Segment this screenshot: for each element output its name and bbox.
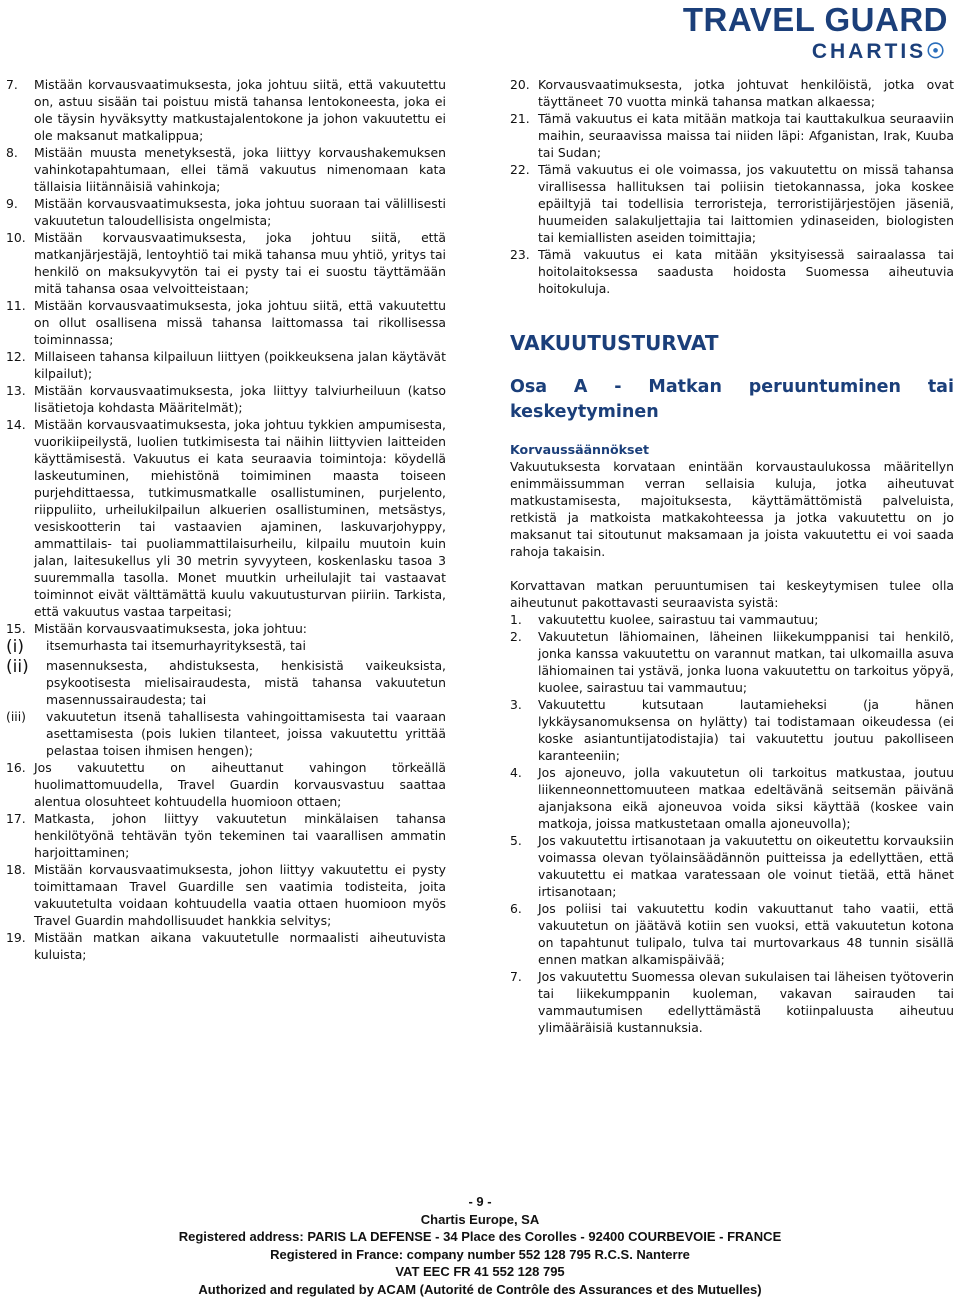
item-number: 7. xyxy=(510,969,522,984)
item-text: vakuutettu kuolee, sairastuu tai vammautuu; xyxy=(538,612,819,627)
item-text: Matkasta, johon liittyy vakuutetun minkälaisen tahansa henkilötyönä tehtävän työn tekeminen tai vaarallisen ammatin harjoittaminen; xyxy=(34,811,446,860)
travel-guard-logo xyxy=(668,2,948,64)
item-text: Mistään korvausvaatimuksesta, joka johtuu siitä, että matkanjärjestäjä, lentoyhtiö tai mikä tahansa muu yhtiö, yritys tai henkilö on maksukyvytön tai ei pysty tai ei suostu täyttämään mitä tahansa osaa velvoitteistaan; xyxy=(34,230,446,296)
list-item xyxy=(6,229,446,297)
list-item xyxy=(6,708,446,759)
exclusion-list-b xyxy=(6,759,446,963)
list-item xyxy=(6,810,446,861)
logo-chartis-word: CHARTIS xyxy=(811,40,927,63)
logo-chartis-text xyxy=(668,40,948,64)
list-item xyxy=(6,929,446,963)
item-text: Vakuutetun lähiomainen, läheinen liikekumppanisi tai henkilö, jonka kanssa vakuutettu on varannut matkan, tai ulkomailla asuva lähiomainen tai ystävä, jonka luona vakuutettu on tarkoitus yöpyä, kuolee, sairastuu tai vammautuu; xyxy=(538,629,954,695)
list-item xyxy=(6,144,446,195)
item-number: 6. xyxy=(510,901,522,916)
item-text: Mistään korvausvaatimuksesta, joka johtuu tykkien ampumisesta, vuorikiipeilystä, luolien tutkimisesta tai näihin liittyvien laitteiden käyttämisestä. Vakuutus ei kata seuraavia toimintoja: köydellä laskeutuminen, miehistönä toimiminen maasta toiseen purjehdittaessa, tutkimusmatkalle osallistuminen, purjelento, riippuliito, urheilukilpailun alkuerien osallistuminen, metsästys, vesiskootterin tai vastaavien ajaminen, laskuvarjohyppy, ammattilais- tai puoliammattilaisurheilu, kilpailu muutoin kuin jalan, laitesukellus yli 30 metrin syvyyteen, koskenlasku tasoa 3 suuremmalla tasolla. Monet muutkin urheilulajit tai vastaavat toiminnot eivät välttämättä kuulu vakuutusturvan piiriin. Tarkista, että vakuutus vastaa tarpeitasi; xyxy=(34,417,446,619)
item-number: 12. xyxy=(6,349,26,364)
item-number: 7. xyxy=(6,77,18,92)
item-number: 17. xyxy=(6,811,26,826)
list-item xyxy=(6,861,446,929)
item-text: Jos ajoneuvo, jolla vakuutetun oli tarkoitus matkustaa, joutuu liikenneonnettomuuteen matkaa edeltävänä seitsemän päivänä ajanjaksona eikä ajoneuvoa voida siksi käyttää (koskee vain matkoja, joissa matkustetaan omalla ajoneuvolla); xyxy=(538,765,954,831)
item-number: 9. xyxy=(6,196,18,211)
footer-address: Registered address: PARIS LA DEFENSE - 34 Place des Corolles - 92400 COURBEVOIE - FRANCE xyxy=(178,1229,782,1245)
list-item xyxy=(510,832,954,900)
list-item xyxy=(510,76,954,110)
list-item xyxy=(6,759,446,810)
list-item xyxy=(6,382,446,416)
item-text: Mistään korvausvaatimuksesta, joka johtuu suoraan tai välillisesti vakuutetun taloudellisista ongelmista; xyxy=(34,196,446,228)
item-text: Tämä vakuutus ei kata mitään matkoja tai kauttakulkua seuraaviin maihin, seuraavissa maissa tai niiden läpi: Afganistan, Irak, Kuuba tai Sudan; xyxy=(538,111,954,160)
item-number: 15. xyxy=(6,621,26,636)
reasons-list xyxy=(510,611,954,1036)
list-item xyxy=(510,110,954,161)
list-item xyxy=(6,620,446,637)
item-number: 5. xyxy=(510,833,522,848)
item-text: Mistään matkan aikana vakuutetulle normaalisti aiheutuvista kuluista; xyxy=(34,930,446,962)
item-number: 16. xyxy=(6,760,26,775)
item-number: 18. xyxy=(6,862,26,877)
rules-text: Vakuutuksesta korvataan enintään korvaustaulukossa määritellyn enimmäissumman verran sellaisia kuluja, jotka aiheutuvat matkustamisesta, majoituksesta, käyttämättömistä palveluista, retkistä ja matkoista matkakohteessa ja jotka vakuutettu on jo maksanut tai sitoutunut maksamaan ja joista vakuutettu ei voi saada rahoja takaisin. xyxy=(510,459,954,559)
list-item xyxy=(6,195,446,229)
item-text: Mistään korvausvaatimuksesta, joka johtuu siitä, että vakuutettu on ollut osallisena missä tahansa laittomassa tai rikollisessa toiminnassa; xyxy=(34,298,446,347)
section-subheading: Osa A - Matkan peruuntuminen tai keskeytyminen xyxy=(510,377,954,422)
footer-vat: VAT EEC FR 41 552 128 795 xyxy=(395,1264,565,1280)
footer-registration: Registered in France: company number 552 128 795 R.C.S. Nanterre xyxy=(270,1246,690,1262)
list-item xyxy=(510,628,954,696)
item-number: 4. xyxy=(510,765,522,780)
list-item xyxy=(6,637,446,657)
item-number: (ii) xyxy=(6,657,29,677)
item-number: 19. xyxy=(6,930,26,945)
item-text: Jos vakuutettu irtisanotaan ja vakuutettu on oikeutettu korvauksiin voimassa olevan työlainsäädännön puitteissa ja edellyttäen, että vakuutettu ei matkaa varatessaan ole voinut tietää, että hänet irtisanotaan; xyxy=(538,833,954,899)
item-number: 8. xyxy=(6,145,18,160)
item-text: Mistään korvausvaatimuksesta, johon liittyy vakuutettu ei pysty toimittamaan Travel Guardille sen vaatimia todisteita, joita vakuutetulta voidaan kohtuudella vaatia ottaen huomioon myös Travel Guardin mahdollisuudet hankkia selvitys; xyxy=(34,862,446,928)
list-item xyxy=(510,900,954,968)
list-item xyxy=(510,968,954,1036)
item-text: Korvausvaatimuksesta, jotka johtuvat henkilöistä, jotka ovat täyttäneet 70 vuotta minkä tahansa matkan alkaessa; xyxy=(538,77,954,109)
item-text: Tämä vakuutus ei kata mitään yksityisessä sairaalassa tai hoitolaitoksessa saadusta hoidosta Suomessa aiheutuvia hoitokuluja. xyxy=(538,247,954,296)
list-item xyxy=(6,76,446,144)
list-item xyxy=(510,246,954,297)
reasons-intro: Korvattavan matkan peruuntumisen tai keskeytymisen tulee olla aiheutunut pakottavasti seuraavista syistä: xyxy=(510,578,954,610)
exclusion-list-a xyxy=(6,76,446,637)
rules-title: Korvaussäännökset xyxy=(510,442,650,457)
page-footer xyxy=(0,1193,960,1299)
page-number: - 9 - xyxy=(468,1194,492,1209)
list-item xyxy=(510,764,954,832)
footer-authorization: Authorized and regulated by ACAM (Autorité de Contrôle des Assurances et des Mutuelles) xyxy=(198,1281,762,1297)
item-number: 14. xyxy=(6,417,26,432)
item-text: Jos poliisi tai vakuutettu kodin vakuuttanut taho vaatii, että vakuutetun on jäätävä kotiin sen vuoksi, että vakuutetun kotona on tapahtunut tulipalo, tulva tai murtovarkaus 48 tunnin sisällä ennen matkan alkamispäivää; xyxy=(538,901,954,967)
list-item xyxy=(510,696,954,764)
item-text: Mistään korvausvaatimuksesta, joka johtuu: xyxy=(34,621,307,636)
item-number: 20. xyxy=(510,77,530,92)
section-heading: VAKUUTUSTURVAT xyxy=(510,331,719,355)
logo-travel-guard-text: TRAVEL GUARD xyxy=(682,1,948,38)
item-number: 21. xyxy=(510,111,530,126)
item-text: Jos vakuutettu on aiheuttanut vahingon törkeällä huolimattomuudella, Travel Guardin korvausvastuu saattaa alentua olosuhteet kohtuudella huomioon ottaen; xyxy=(34,760,446,809)
exclusion-list-c xyxy=(510,76,954,297)
list-item xyxy=(6,657,446,708)
item-number: 23. xyxy=(510,247,530,262)
exclusion-15-sublist xyxy=(6,637,446,759)
item-number: 13. xyxy=(6,383,26,398)
item-text: Millaiseen tahansa kilpailuun liittyen (poikkeuksena jalan käytävät kilpailut); xyxy=(34,349,446,381)
item-number: 11. xyxy=(6,298,26,313)
item-number: 1. xyxy=(510,612,522,627)
item-number: 10. xyxy=(6,230,26,245)
list-item xyxy=(510,611,954,628)
item-number: (iii) xyxy=(6,709,26,724)
item-text: Vakuutettu kutsutaan lautamieheksi (ja hänen lykkäysanomuksensa on hylätty) tai todistamaan oikeudessa (ei koske asiantuntijatodistajia) tai vakuutettu joutuu pakolliseen karanteeniin; xyxy=(538,697,954,763)
left-column xyxy=(6,76,446,963)
list-item xyxy=(6,348,446,382)
item-number: 22. xyxy=(510,162,530,177)
item-number: 3. xyxy=(510,697,522,712)
chartis-mark-icon: ☉ xyxy=(926,40,948,63)
item-number: (i) xyxy=(6,637,24,657)
footer-company: Chartis Europe, SA xyxy=(420,1211,540,1227)
list-item xyxy=(6,297,446,348)
item-text: itsemurhasta tai itsemurhayrityksestä, tai xyxy=(46,638,306,653)
item-text: Mistään muusta menetyksestä, joka liittyy korvaushakemuksen vahinkotapahtumaan, ellei tämä vakuutus nimenomaan kata tällaisia liitännäisiä vahinkoja; xyxy=(34,145,446,194)
item-number: 2. xyxy=(510,629,522,644)
item-text: Mistään korvausvaatimuksesta, joka johtuu siitä, että vakuutettu on, astuu sisään tai poistuu mistä tahansa lentokoneesta, joka ei ole täysin hyväksytty matkustajalentokone ja johon vakuutettu ei ole maksanut matkalippua; xyxy=(34,77,446,143)
right-column xyxy=(510,76,954,1036)
list-item xyxy=(6,416,446,620)
item-text: masennuksesta, ahdistuksesta, henkisistä vaikeuksista, psykootisesta mielisairaudesta, mistä tahansa vakuutetun masennussairaudesta; tai xyxy=(46,658,446,707)
item-text: Tämä vakuutus ei ole voimassa, jos vakuutettu on missä tahansa virallisessa hallituksen tai poliisin tietokannassa, joka koskee epäiltyjä tai todellisia terroristeja, terroristijärjestöjen jäseniä, huumeiden salakuljettajia tai laittomien ydinaseiden, biologisten tai kemiallisten aseiden toimittajia; xyxy=(538,162,954,245)
item-text: Jos vakuutettu Suomessa olevan sukulaisen tai läheisen työtoverin tai liikekumppanin kuoleman, vakavan sairauden tai vammautumisen edellyttämästä kotiinpaluusta aiheutuu ylimääräisiä kustannuksia. xyxy=(538,969,954,1035)
item-text: vakuutetun itsenä tahallisesta vahingoittamisesta tai vaaraan asettamisesta (pois lukien tilanteet, joissa vakuutettu yrittää pelastaa toisen ihmisen hengen); xyxy=(46,709,446,758)
item-text: Mistään korvausvaatimuksesta, joka liittyy talviurheiluun (katso lisätietoja kohdasta Määritelmät); xyxy=(34,383,446,415)
list-item xyxy=(510,161,954,246)
